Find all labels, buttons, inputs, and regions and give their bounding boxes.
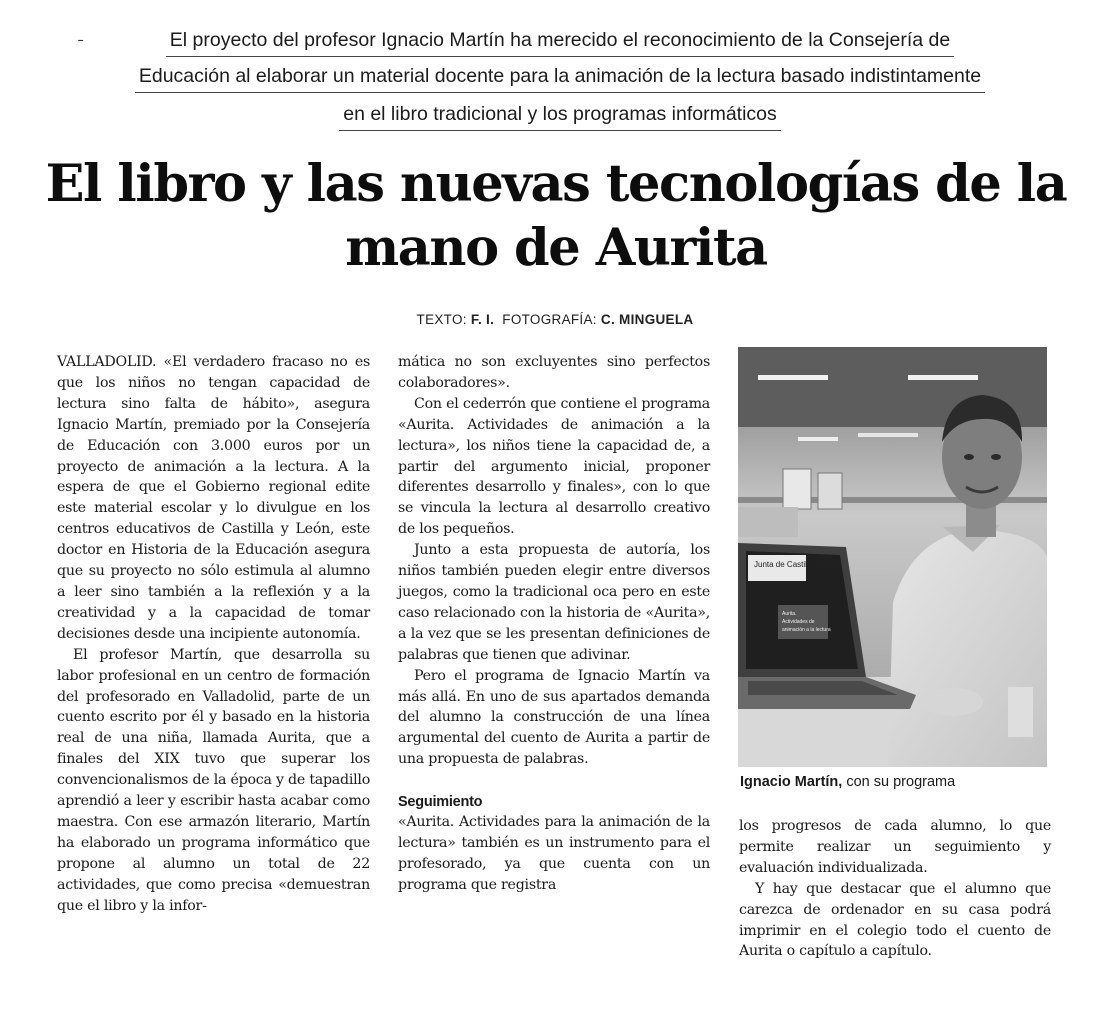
screen-line-2: Actividades de [782,619,815,625]
screen-line-1: Aurita. [782,611,797,617]
photo-ignacio-martin [738,347,1047,767]
headline-line-2: mano de Aurita [345,218,767,278]
headline-line-1: El libro y las nuevas tecnologías de la [45,154,1067,214]
article-column-2 [398,352,710,896]
paragraph: Pero el programa de Ignacio Martín va más allá. En uno de sus apartados demanda del alumno la construcción de una línea argumental del cuento de Aurita a partir de una propuesta de palabras. [398,667,710,768]
screen-line-3: animación a la lectura [782,627,831,633]
kicker-line-1: El proyecto del profesor Ignacio Martín ha merecido el reconocimiento de la Consejería de [40,29,1080,57]
paragraph: Junto a esta propuesta de autoría, los niños también pueden elegir entre diversos juegos, como la tradicional oca pero en este caso relacionado con la historia de «Aurita», a la vez que se les presentan definiciones de palabras que tienen que adivinar. [398,542,710,663]
subheading-seguimiento: Seguimiento [398,794,483,811]
article-column-3 [739,816,1051,962]
kicker-line-3: en el libro tradicional y los programas informáticos [40,103,1080,131]
photo-caption: Ignacio Martín, con su programa [740,774,956,790]
headline [20,152,1092,280]
paragraph: mática no son excluyentes sino perfectos colaboradores». [398,354,710,391]
paragraph: Y hay que destacar que el alumno que carezca de ordenador en su casa podrá imprimir en el colegio todo el cuento de Aurita o capítulo a capítulo. [739,880,1051,960]
paragraph: «Aurita. Actividades para la animación de la lectura» también es un instrumento para el profesorado, ya que cuenta con un programa que registra [398,814,710,893]
paragraph: VALLADOLID. «El verdadero fracaso no es que los niños no tengan capacidad de lectura sino falta de hábito», asegura Ignacio Martín, premiado por la Consejería de Educación con 3.000 euros por un proyecto de animación a la lectura. A la espera de que el Gobierno regional edite este material escolar y lo divulgue en los centros educativos de Castilla y León, este doctor en Historia de la Educación asegura que su proyecto no sólo estimula al alumno a leer sino también a la reflexión y a la creatividad y a la capacidad de tomar decisiones desde una incipiente autonomía. [57,354,370,642]
screen-logo: Junta de Castilla y León [754,560,840,569]
paragraph: Con el cederrón que contiene el programa «Aurita. Actividades de animación a la lectura», los niños tiene la capacidad de, a partir del argumento inicial, proponer diferentes desarrollo y finales», con lo que se vincula la lectura al desarrollo creativo de los pequeños. [398,395,710,538]
paragraph: los progresos de cada alumno, lo que permite realizar un seguimiento y evaluación individualizada. [739,818,1051,876]
kicker-bullet: ˗ [78,30,84,47]
article-column-1 [57,352,370,916]
byline: TEXTO: F. I. FOTOGRAFÍA: C. MINGUELA [416,312,694,327]
photo-illustration [738,347,1047,767]
paragraph: El profesor Martín, que desarrolla su labor profesional en un centro de formación del profesorado en Valladolid, parte de un cuento escrito por él y basado en la historia real de una niña, llamada Aurita, que a finales del XIX tuvo que superar los convencionalismos de la época y de tapadillo aprendió a leer y escribir hasta acabar como maestra. Con ese armazón literario, Martín ha elaborado un programa informático que propone al alumno un total de 22 actividades, que como precisa «demuestran que el libro y la infor- [57,646,370,914]
kicker-line-2: Educación al elaborar un material docente para la animación de la lectura basado indistintamente [40,65,1080,93]
